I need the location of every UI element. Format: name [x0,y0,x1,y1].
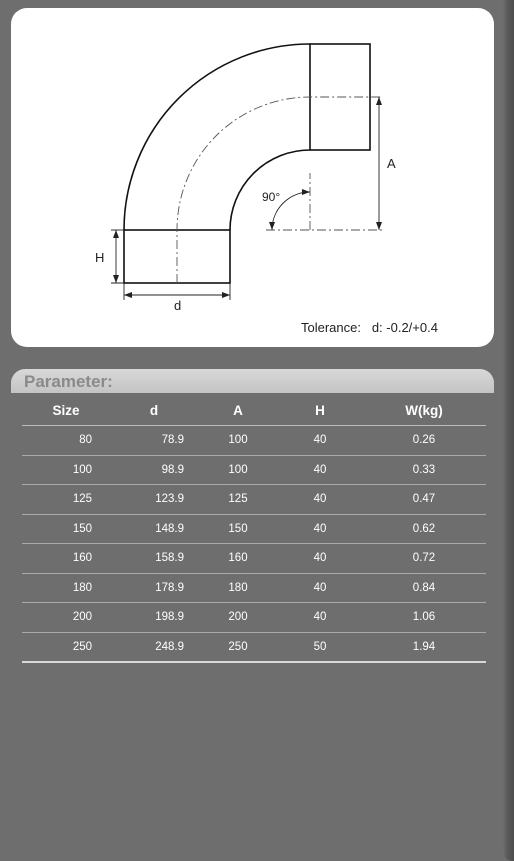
cell-a: 100 [198,455,278,485]
cell-size: 180 [22,573,110,603]
column-header-weight: W(kg) [362,395,486,426]
cell-h: 40 [278,514,362,544]
cell-a: 180 [198,573,278,603]
cell-weight: 0.72 [362,544,486,574]
cell-weight: 0.84 [362,573,486,603]
column-header-d: d [110,395,198,426]
cell-h: 50 [278,632,362,662]
cell-weight: 0.47 [362,485,486,515]
cell-a: 100 [198,426,278,456]
table-row [22,485,486,515]
parameter-table [22,395,486,663]
parameter-title: Parameter: [24,372,113,391]
cell-h: 40 [278,603,362,633]
table-row [22,632,486,662]
cell-h: 40 [278,455,362,485]
tolerance-value: d: -0.2/+0.4 [371,320,438,335]
cell-a: 200 [198,603,278,633]
tolerance-note [301,320,438,335]
cell-size: 80 [22,426,110,456]
cell-weight: 0.62 [362,514,486,544]
cell-size: 250 [22,632,110,662]
cell-h: 40 [278,573,362,603]
table-body [22,426,486,663]
column-header-size: Size [22,395,110,426]
cell-d: 148.9 [110,514,198,544]
cell-a: 150 [198,514,278,544]
cell-h: 40 [278,426,362,456]
cell-d: 178.9 [110,573,198,603]
parameter-header-bar [11,369,494,393]
table-row [22,544,486,574]
page-edge-shadow [503,0,514,861]
cell-d: 248.9 [110,632,198,662]
table-row [22,603,486,633]
cell-a: 160 [198,544,278,574]
outer-arc [124,44,310,230]
cell-weight: 1.94 [362,632,486,662]
cell-d: 98.9 [110,455,198,485]
cell-weight: 0.26 [362,426,486,456]
cell-d: 123.9 [110,485,198,515]
cell-d: 158.9 [110,544,198,574]
label-angle: 90° [262,190,281,204]
cell-size: 125 [22,485,110,515]
elbow-drawing [11,8,494,347]
table-row [22,514,486,544]
table-header-row [22,395,486,426]
column-header-h: H [278,395,362,426]
cell-size: 200 [22,603,110,633]
cell-d: 78.9 [110,426,198,456]
cell-d: 198.9 [110,603,198,633]
cell-weight: 1.06 [362,603,486,633]
column-header-a: A [198,395,278,426]
table-row [22,426,486,456]
label-d: d [174,298,182,313]
cell-size: 160 [22,544,110,574]
cell-size: 150 [22,514,110,544]
label-h: H [95,250,105,265]
table-row [22,455,486,485]
cell-h: 40 [278,485,362,515]
cell-a: 250 [198,632,278,662]
tolerance-label: Tolerance: [301,320,361,335]
cell-h: 40 [278,544,362,574]
elbow-diagram-card [11,8,494,347]
cell-size: 100 [22,455,110,485]
table-row [22,573,486,603]
label-a: A [387,156,396,171]
cell-weight: 0.33 [362,455,486,485]
cell-a: 125 [198,485,278,515]
